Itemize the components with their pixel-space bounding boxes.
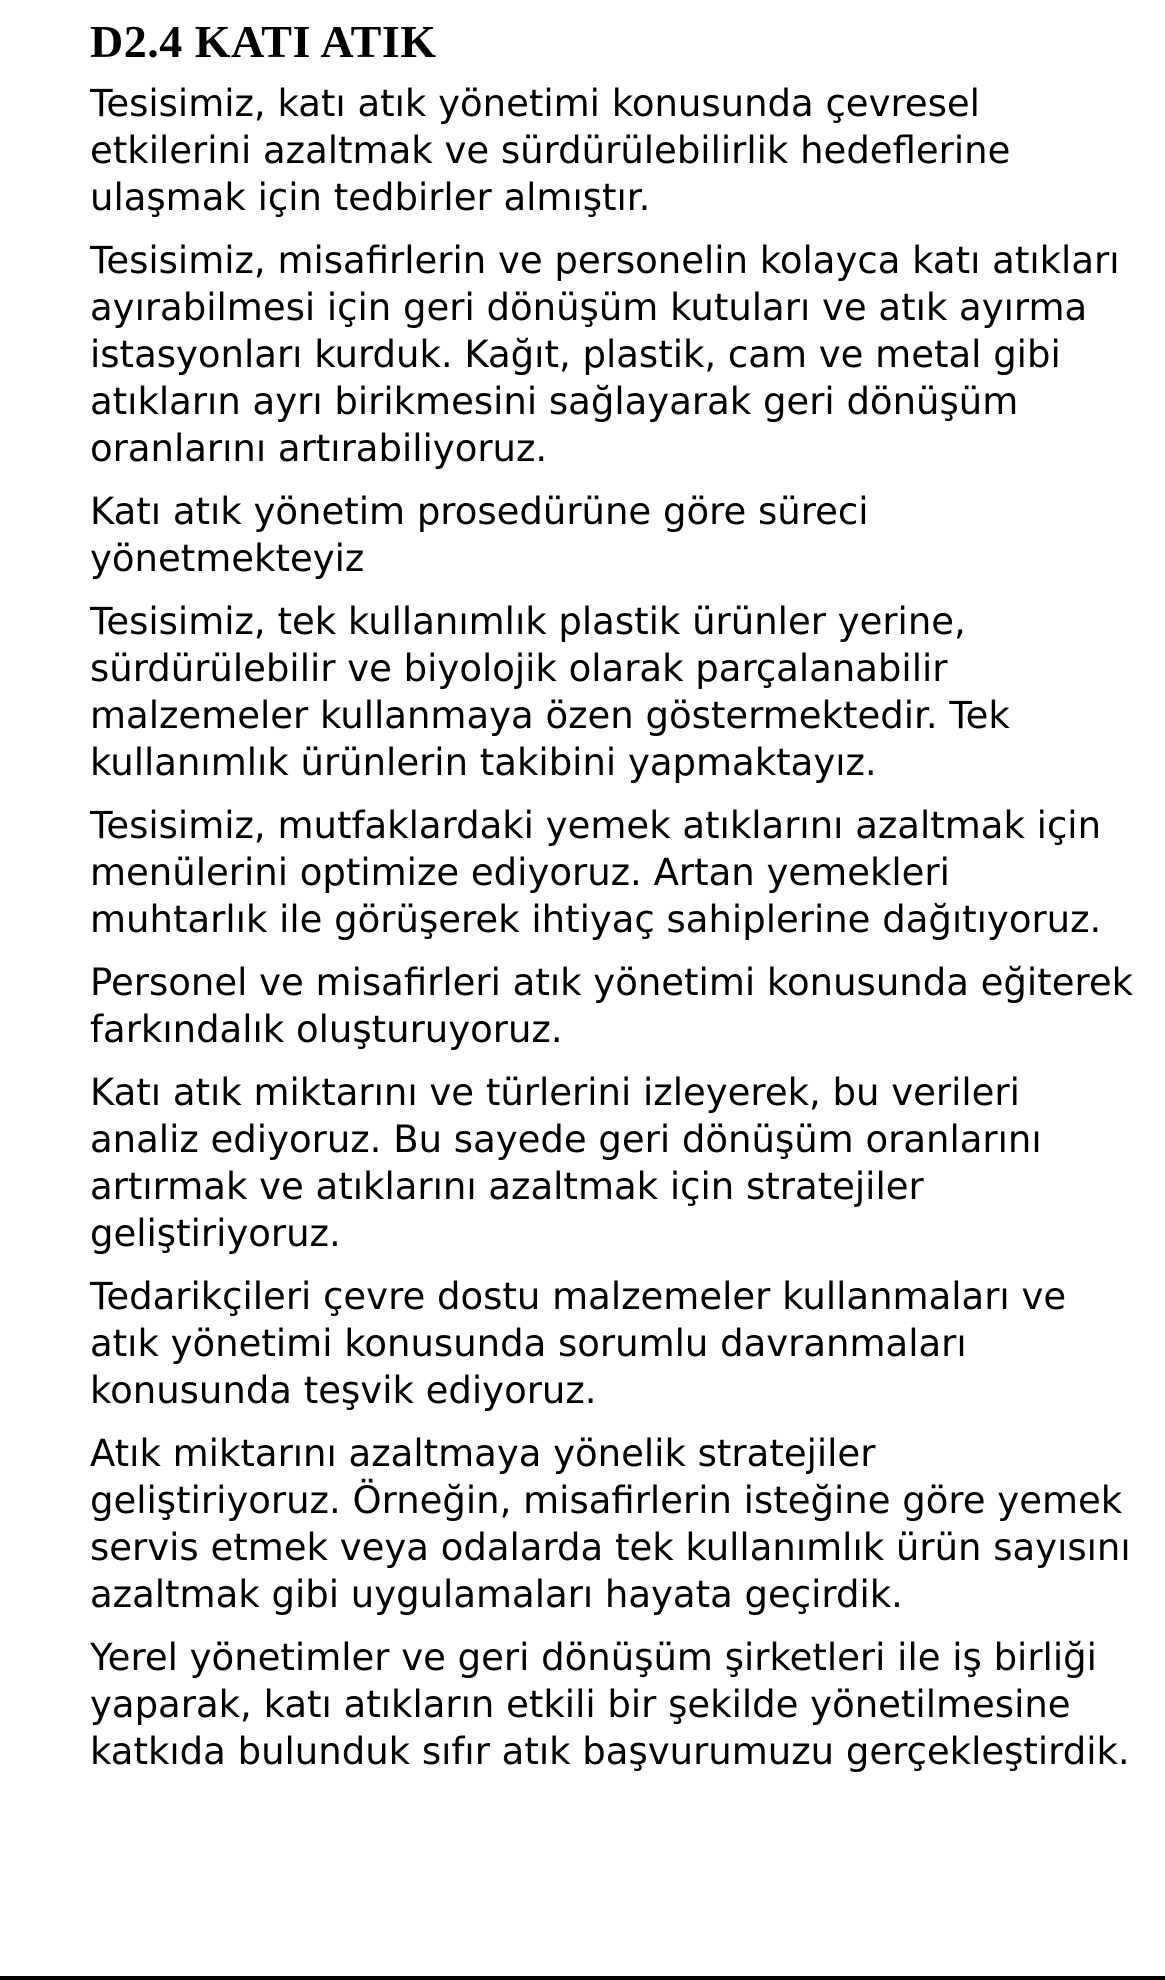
paragraph-9: Atık miktarını azaltmaya yönelik stratejiler geliştiriyoruz. Örneğin, misafirlerin isteğine göre yemek servis etmek veya odalarda tek kullanımlık ürün sayısını azaltmak gibi uygulamaları hayata geçirdik. bbox=[90, 1432, 1131, 1616]
paragraph-5: Tesisimiz, mutfaklardaki yemek atıklarını azaltmak için menülerini optimize ediyoruz. Artan yemekleri muhtarlık ile görüşerek ihtiyaç sahiplerine dağıtıyoruz. bbox=[90, 804, 1102, 941]
paragraph-6: Personel ve misafirleri atık yönetimi konusunda eğiterek farkındalık oluşturuyoruz. bbox=[90, 961, 1134, 1051]
section-heading: D2.4 KATI ATIK bbox=[90, 16, 437, 67]
paragraph-1: Tesisimiz, katı atık yönetimi konusunda çevresel etkilerini azaltmak ve sürdürülebilirlik hedeflerine ulaşmak için tedbirler almıştır. bbox=[90, 82, 1011, 219]
paragraph-3: Katı atık yönetim prosedürüne göre süreci yönetmekteyiz bbox=[90, 490, 869, 580]
paragraph-7: Katı atık miktarını ve türlerini izleyerek, bu verileri analiz ediyoruz. Bu sayede geri dönüşüm oranlarını artırmak ve atıklarını azaltmak için stratejiler geliştiriyoruz. bbox=[90, 1071, 1042, 1255]
paragraph-4: Tesisimiz, tek kullanımlık plastik ürünler yerine, sürdürülebilir ve biyolojik olarak parçalanabilir malzemeler kullanmaya özen göstermektedir. Tek kullanımlık ürünlerin takibini yapmaktayız. bbox=[90, 600, 1010, 784]
paragraph-2: Tesisimiz, misafirlerin ve personelin kolayca katı atıkları ayırabilmesi için geri dönüşüm kutuları ve atık ayırma istasyonları kurduk. Kağıt, plastik, cam ve metal gibi atıkların ayrı birikmesini sağlayarak geri dönüşüm oranlarını artırabiliyoruz. bbox=[90, 239, 1120, 470]
page-bottom-divider bbox=[0, 1976, 1165, 1980]
paragraph-8: Tedarikçileri çevre dostu malzemeler kullanmaları ve atık yönetimi konusunda sorumlu davranmaları konusunda teşvik ediyoruz. bbox=[90, 1275, 1067, 1412]
paragraph-10: Yerel yönetimler ve geri dönüşüm şirketleri ile iş birliği yaparak, katı atıkların etkili bir şekilde yönetilmesine katkıda bulunduk sıfır atık başvurumuzu gerçekleştirdik. bbox=[90, 1636, 1130, 1773]
